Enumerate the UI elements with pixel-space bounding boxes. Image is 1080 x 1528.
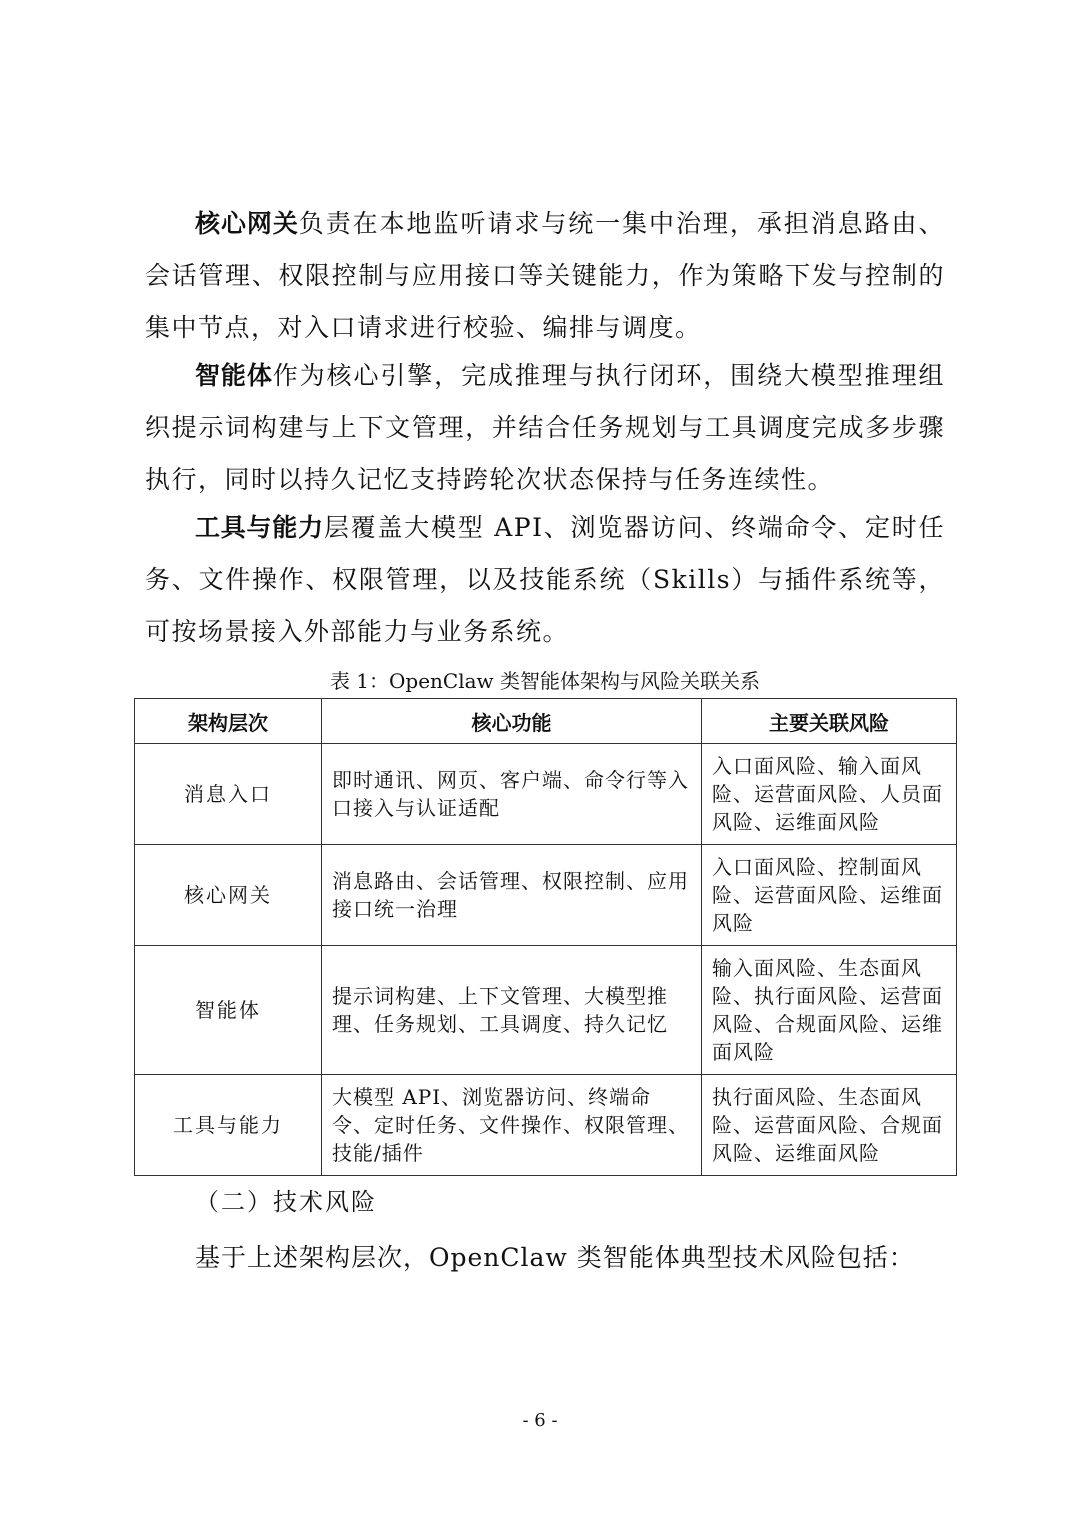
paragraph-core-gateway (145, 198, 945, 354)
table-row (135, 744, 957, 845)
table-caption: 表 1：OpenClaw 类智能体架构与风险关联关系 (329, 669, 761, 693)
lead-term: 核心网关 (195, 209, 299, 238)
paragraph-agent (145, 350, 945, 506)
cell-function: 消息路由、会话管理、权限控制、应用接口统一治理 (322, 845, 702, 946)
paragraph-text: 作为核心引擎，完成推理与执行闭环，围绕大模型推理组织提示词构建与上下文管理，并结合任务规划与工具调度完成多步骤执行，同时以持久记忆支持跨轮次状态保持与任务连续性。 (145, 361, 945, 494)
architecture-risk-table (134, 698, 957, 1176)
cell-layer: 消息入口 (135, 744, 322, 845)
table-header-row (135, 699, 957, 744)
page-number: - 6 - (522, 1410, 558, 1431)
cell-risk: 入口面风险、控制面风险、运营面风险、运维面风险 (702, 845, 957, 946)
header-layer: 架构层次 (135, 699, 322, 744)
header-risk: 主要关联风险 (702, 699, 957, 744)
cell-layer: 智能体 (135, 946, 322, 1075)
cell-layer: 核心网关 (135, 845, 322, 946)
lead-term: 智能体 (195, 361, 273, 390)
cell-layer: 工具与能力 (135, 1075, 322, 1176)
header-function: 核心功能 (322, 699, 702, 744)
cell-risk: 入口面风险、输入面风险、运营面风险、人员面风险、运维面风险 (702, 744, 957, 845)
cell-risk: 执行面风险、生态面风险、运营面风险、合规面风险、运维面风险 (702, 1075, 957, 1176)
lead-term: 工具与能力 (195, 513, 324, 542)
cell-risk: 输入面风险、生态面风险、执行面风险、运营面风险、合规面风险、运维面风险 (702, 946, 957, 1075)
cell-function: 即时通讯、网页、客户端、命令行等入口接入与认证适配 (322, 744, 702, 845)
table-row (135, 1075, 957, 1176)
section-heading: （二）技术风险 (195, 1188, 377, 1216)
paragraph-text: 负责在本地监听请求与统一集中治理，承担消息路由、会话管理、权限控制与应用接口等关键能力，作为策略下发与控制的集中节点，对入口请求进行校验、编排与调度。 (145, 209, 945, 342)
paragraph-tools-capabilities (145, 502, 945, 658)
cell-function: 大模型 API、浏览器访问、终端命令、定时任务、文件操作、权限管理、技能/插件 (322, 1075, 702, 1176)
cell-function: 提示词构建、上下文管理、大模型推理、任务规划、工具调度、持久记忆 (322, 946, 702, 1075)
table-row (135, 946, 957, 1075)
table-row (135, 845, 957, 946)
paragraph-text: 层覆盖大模型 API、浏览器访问、终端命令、定时任务、文件操作、权限管理，以及技能系统（Skills）与插件系统等，可按场景接入外部能力与业务系统。 (145, 513, 945, 646)
closing-paragraph: 基于上述架构层次，OpenClaw 类智能体典型技术风险包括： (195, 1243, 915, 1272)
